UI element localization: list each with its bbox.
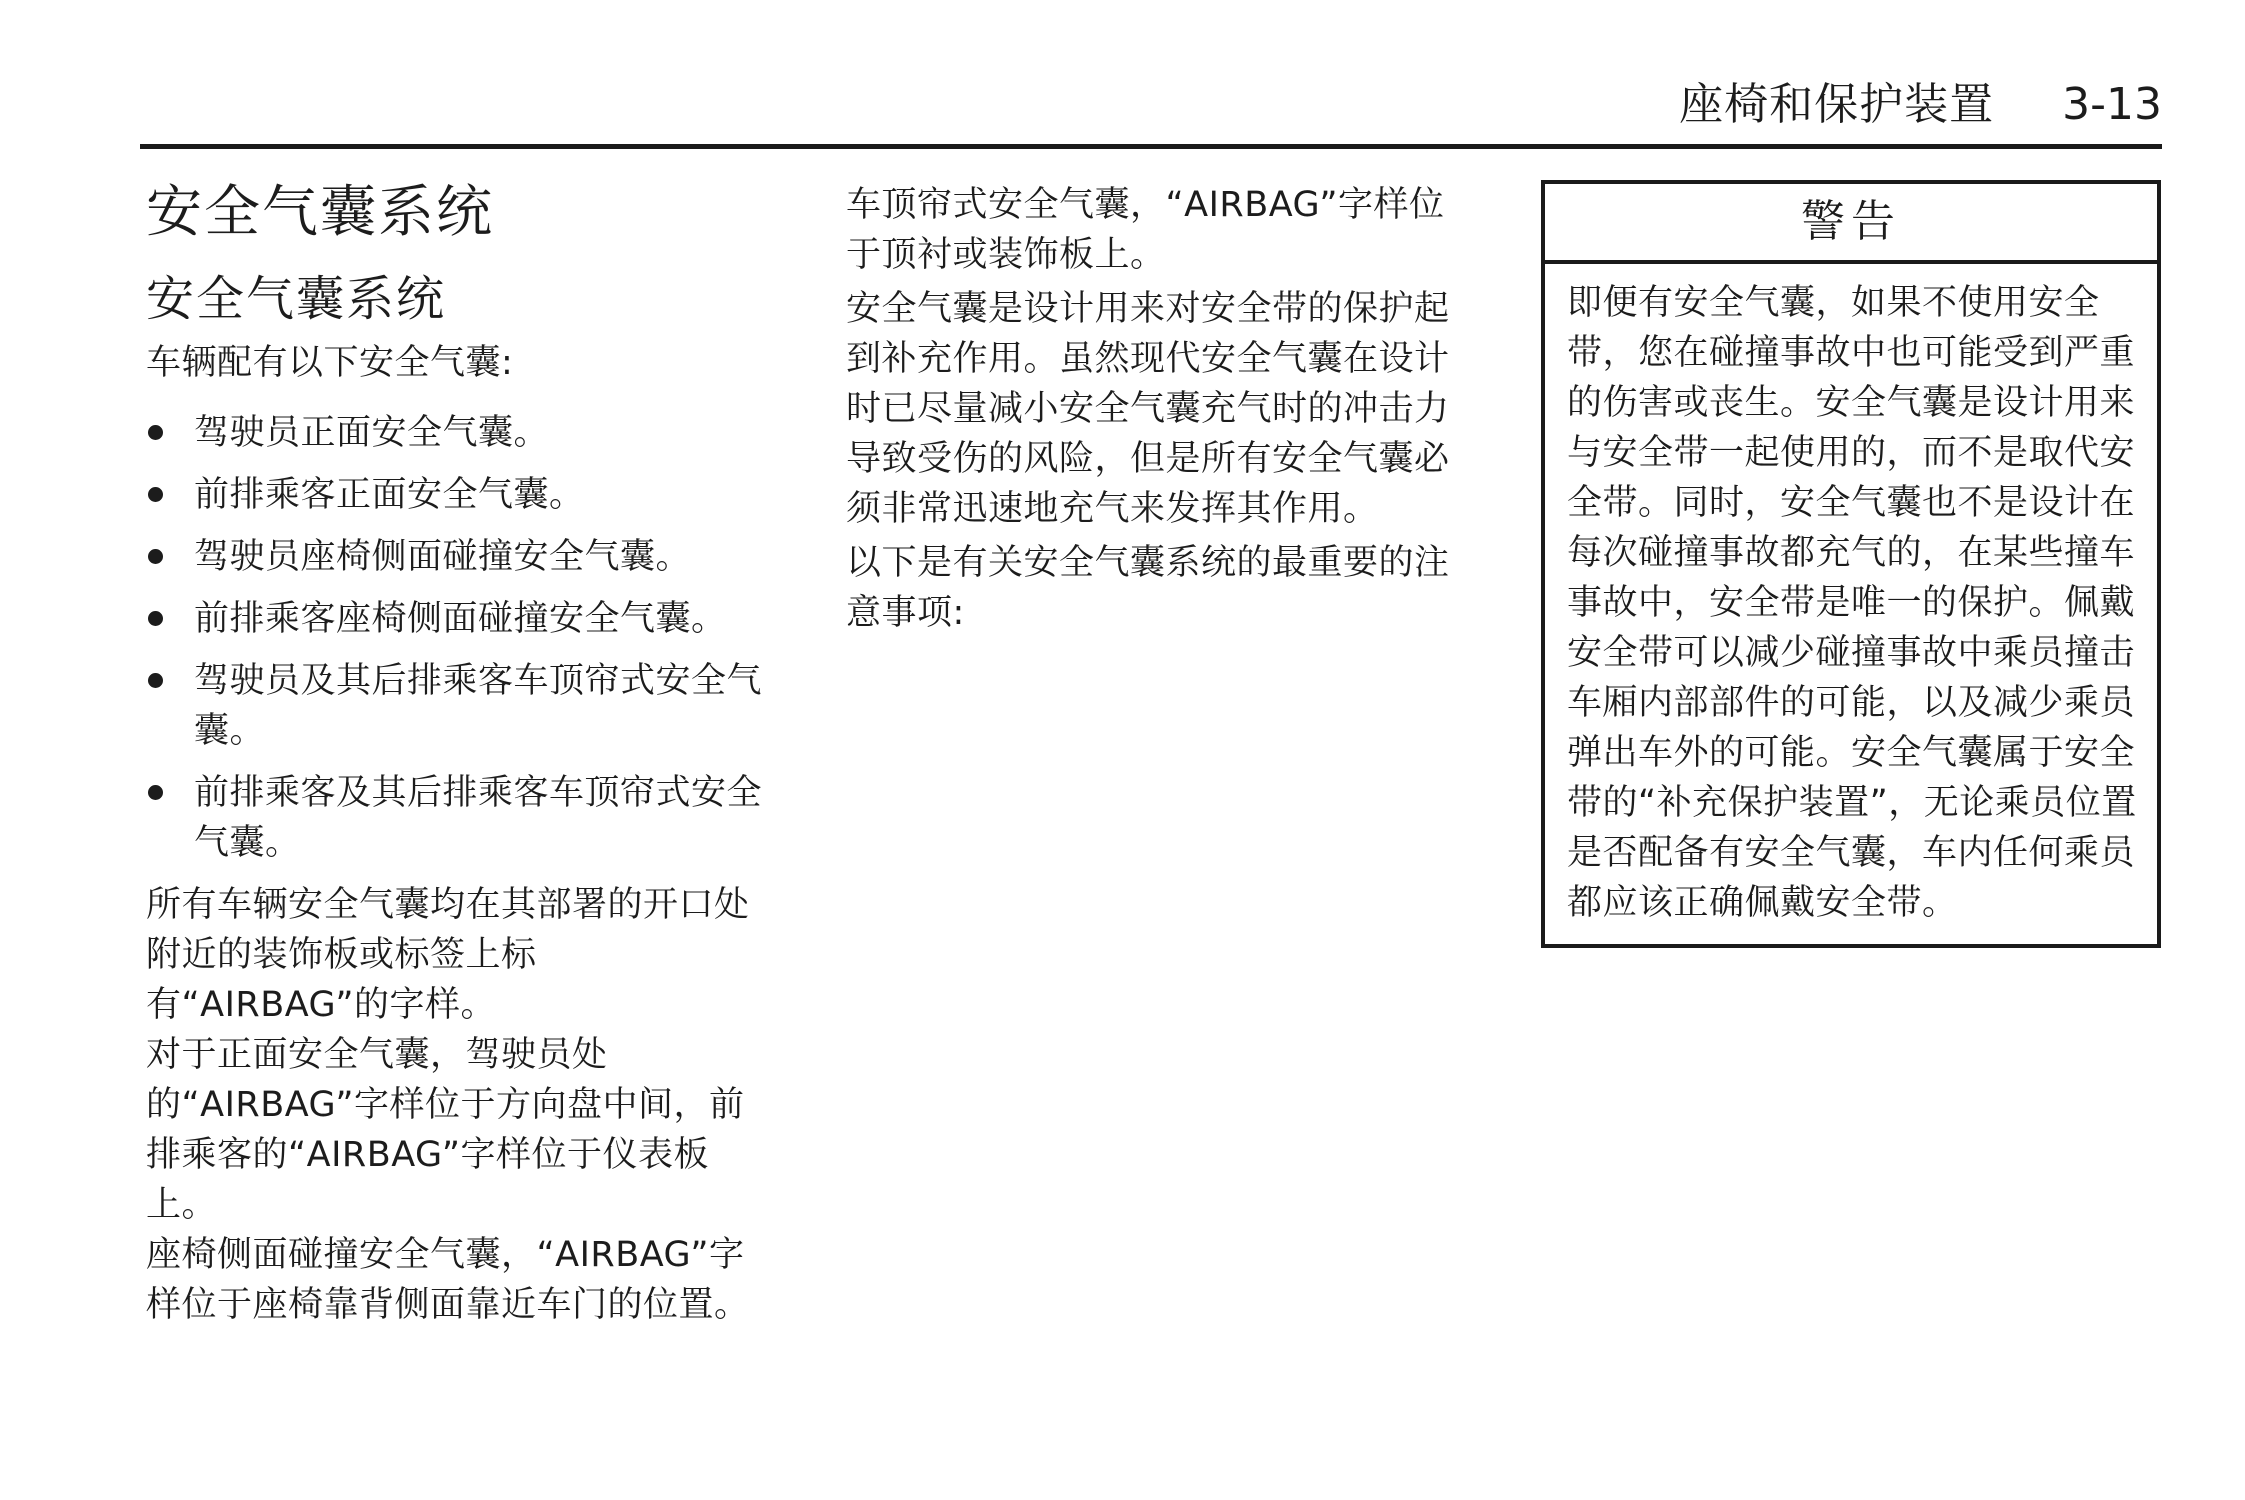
bullet-icon bbox=[148, 611, 163, 626]
body-paragraph: 安全气囊是设计用来对安全带的保护起到补充作用。虽然现代安全气囊在设计时已尽量减小安全气囊充气时的冲击力导致受伤的风险，但是所有安全气囊必须非常迅速地充气来发挥其作用。 bbox=[846, 289, 1450, 529]
list-item-text: 驾驶员正面安全气囊。 bbox=[194, 413, 550, 453]
bullet-icon bbox=[148, 785, 163, 800]
bullet-icon bbox=[148, 549, 163, 564]
body-paragraph: 车顶帘式安全气囊，“AIRBAG”字样位于顶衬或装饰板上。 bbox=[846, 185, 1445, 275]
column-1 bbox=[146, 180, 766, 1330]
column-3 bbox=[1541, 180, 2161, 948]
bullet-icon bbox=[148, 425, 163, 440]
list-item bbox=[146, 768, 766, 868]
list-item-text: 驾驶员及其后排乘客车顶帘式安全气囊。 bbox=[194, 661, 763, 751]
subsection-title: 安全气囊系统 bbox=[146, 271, 447, 327]
chapter-title: 座椅和保护装置 bbox=[1679, 79, 1995, 130]
list-item bbox=[146, 408, 766, 458]
body-paragraph: 对于正面安全气囊，驾驶员处的“AIRBAG”字样位于方向盘中间，前排乘客的“AIRBAG”字样位于仪表板上。 bbox=[146, 1035, 745, 1225]
page-header bbox=[140, 75, 2162, 145]
list-item bbox=[146, 532, 766, 582]
header-rule bbox=[140, 144, 2162, 149]
body-paragraph: 座椅侧面碰撞安全气囊，“AIRBAG”字样位于座椅靠背侧面靠近车门的位置。 bbox=[146, 1235, 750, 1325]
page-number: 3-13 bbox=[2062, 79, 2162, 130]
list-item bbox=[146, 656, 766, 756]
list-item-text: 驾驶员座椅侧面碰撞安全气囊。 bbox=[194, 537, 692, 577]
bullet-icon bbox=[148, 673, 163, 688]
body-paragraph: 以下是有关安全气囊系统的最重要的注意事项: bbox=[846, 543, 1450, 633]
warning-title: 警告 bbox=[1545, 184, 2157, 264]
bullet-icon bbox=[148, 487, 163, 502]
body-paragraph: 所有车辆安全气囊均在其部署的开口处附近的装饰板或标签上标有“AIRBAG”的字样。 bbox=[146, 885, 750, 1025]
warning-text: 即便有安全气囊，如果不使用安全带，您在碰撞事故中也可能受到严重的伤害或丧生。安全气囊是设计用来与安全带一起使用的，而不是取代安全带。同时，安全气囊也不是设计在每次碰撞事故都充气的，在某些撞车事故中，安全带是唯一的保护。佩戴安全带可以减少碰撞事故中乘员撞击车厢内部部件的可能，以及减少乘员弹出车外的可能。安全气囊属于安全带的“补充保护装置”，无论乘员位置是否配备有安全气囊，车内任何乘员都应该正确佩戴安全带。 bbox=[1567, 283, 2137, 923]
list-item-text: 前排乘客座椅侧面碰撞安全气囊。 bbox=[194, 599, 727, 639]
list-item bbox=[146, 594, 766, 644]
warning-box bbox=[1541, 180, 2161, 948]
section-title: 安全气囊系统 bbox=[146, 180, 494, 245]
column-2 bbox=[846, 180, 1476, 642]
airbag-list bbox=[146, 408, 766, 868]
list-item bbox=[146, 470, 766, 520]
running-head bbox=[1679, 75, 2162, 135]
list-item-text: 前排乘客及其后排乘客车顶帘式安全气囊。 bbox=[194, 773, 763, 863]
intro-paragraph: 车辆配有以下安全气囊: bbox=[146, 343, 514, 383]
list-item-text: 前排乘客正面安全气囊。 bbox=[194, 475, 585, 515]
